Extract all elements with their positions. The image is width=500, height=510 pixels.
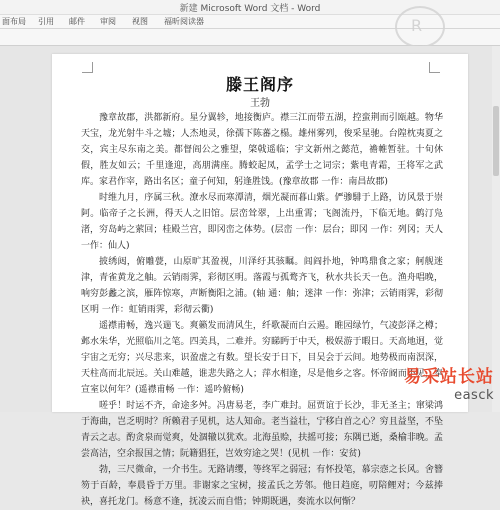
brand-name: 易采站长站 (404, 367, 494, 387)
scrollbar-thumb[interactable] (493, 106, 499, 176)
paragraph: 嗟乎！时运不齐，命途多舛。冯唐易老，李广难封。屈贾谊于长沙，非无圣主；窜梁鸿于海曲，岂乏明时？所赖君子见机，达人知命。老当益壮，宁移白首之心？穷且益坚，不坠青云之志。酌贪泉而觉爽，处涸辙以犹欢。北海虽赊，扶摇可接；东隅已逝，桑榆非晚。孟尝高洁，空余报国之情；阮籍猖狂，岂效穷途之哭！(见机 一作：安贫) (81, 401, 443, 459)
paragraph: 披绣闼，俯雕甍，山原旷其盈视，川泽纡其骇瞩。闾阎扑地，钟鸣鼎食之家；舸舰迷津，青雀黄龙之舳。云销雨霁，彩彻区明。落霞与孤鹜齐飞，秋水共长天一色。渔舟唱晚，响穷彭蠡之滨，雁阵惊寒，声断衡阳之浦。(轴 通：舳；迷津 一作：弥津；云销雨霁，彩彻区明 一作：虹销雨霁，彩彻云衢) (81, 257, 443, 315)
watermark-r-icon: R (411, 16, 423, 35)
document-page[interactable] (52, 54, 468, 507)
tab-mailings[interactable]: 邮件 (69, 17, 85, 26)
tab-page-layout[interactable]: 面布局 (2, 17, 26, 26)
paragraph: 遥襟甫畅，逸兴遄飞。爽籁发而清风生，纤歌凝而白云遏。睢园绿竹，气凌彭泽之樽；邺水朱华，光照临川之笔。四美具，二难并。穷睇眄于中天，极娱游于暇日。天高地迥，觉宇宙之无穷；兴尽悲来，识盈虚之有数。望长安于日下，目吴会于云间。地势极而南溟深，天柱高而北辰远。关山难越，谁悲失路之人；萍水相逢，尽是他乡之客。怀帝阍而不见，奉宣室以何年？(遥襟甫畅 一作：遥吟俯畅) (81, 321, 443, 395)
document-body (81, 110, 443, 510)
paragraph: 豫章故郡，洪都新府。星分翼轸，地接衡庐。襟三江而带五湖，控蛮荆而引瓯越。物华天宝，龙光射牛斗之墟；人杰地灵，徐孺下陈蕃之榻。雄州雾列，俊采星驰。台隍枕夷夏之交，宾主尽东南之美。都督阎公之雅望，棨戟遥临；宇文新州之懿范，襜帷暂驻。十旬休假，胜友如云；千里逢迎，高朋满座。腾蛟起凤，孟学士之词宗；紫电青霜，王将军之武库。家君作宰，路出名区；童子何知，躬逢胜饯。(豫章故郡 一作：南昌故郡) (81, 113, 443, 187)
brand-watermark (374, 362, 494, 406)
tab-foxit-reader[interactable]: 福昕阅读器 (164, 17, 204, 26)
tab-references[interactable]: 引用 (38, 17, 54, 26)
watermark-logo (395, 6, 445, 48)
paragraph: 时维九月，序属三秋。潦水尽而寒潭清，烟光凝而暮山紫。俨骖騑于上路，访风景于崇阿。临帝子之长洲，得天人之旧馆。层峦耸翠，上出重霄；飞阁流丹，下临无地。鹤汀凫渚，穷岛屿之萦回；桂殿兰宫，即冈峦之体势。(层峦 一作：层台；即冈 一作：列冈；天人 一作：仙人) (81, 193, 443, 251)
paragraph: 勃，三尺微命，一介书生。无路请缨，等终军之弱冠；有怀投笔，慕宗悫之长风。舍簪笏于百龄，奉晨昏于万里。非谢家之宝树，接孟氏之芳邻。他日趋庭，叨陪鲤对；今兹捧袂，喜托龙门。杨意不逢，抚凌云而自惜；钟期既遇，奏流水以何惭？ (81, 465, 443, 507)
window-title: 新建 Microsoft Word 文档 - Word (179, 4, 321, 14)
document-author: 王勃 (250, 98, 270, 109)
vertical-scrollbar[interactable] (492, 46, 500, 412)
brand-domain: easck (454, 388, 494, 403)
tab-review[interactable]: 审阅 (100, 17, 116, 26)
document-title: 滕王阁序 (225, 75, 294, 94)
tab-view[interactable]: 视图 (132, 17, 148, 26)
